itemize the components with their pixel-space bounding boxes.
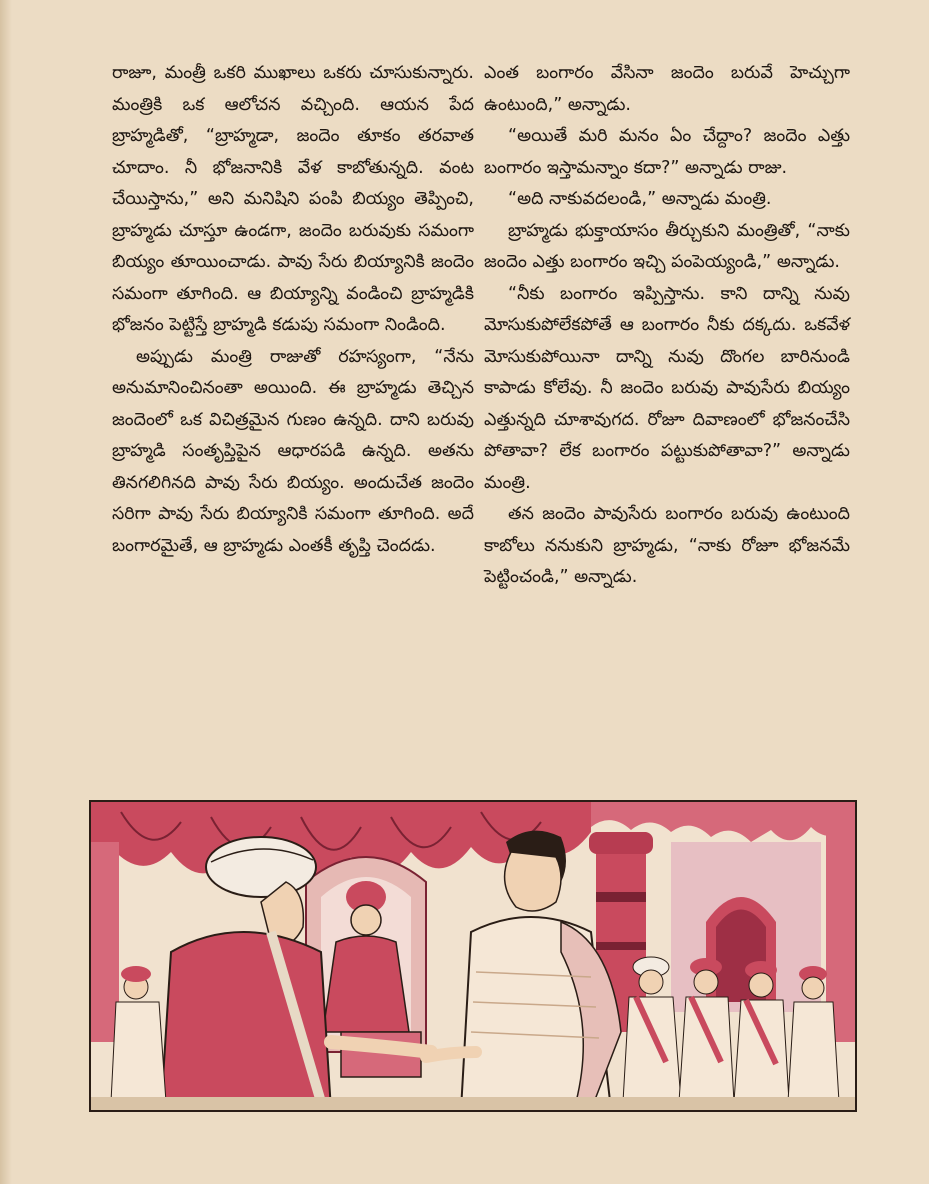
paragraph: రాజూ, మంత్రీ ఒకరి ముఖాలు ఒకరు చూసుకున్నారు. మంత్రికి ఒక ఆలోచన వచ్చింది. ఆయన పేద బ్రాహ్మడితో, “బ్రాహ్మడా, జందెం తూకం తరవాత చూదాం. నీ భోజనానికి వేళ కాబోతున్నది. వంట చేయిస్తాను,” అని మనిషిని పంపి బియ్యం తెప్పించి, బ్రాహ్మడు చూస్తూ ఉండగా, జందెం బరువుకు సమంగా బియ్యం తూయించాడు. పావు సేరు బియ్యానికి జందెం సమంగా తూగింది. ఆ బియ్యాన్ని వండించి బ్రాహ్మడికి భోజనం పెట్టిస్తే బ్రాహ్మడి కడుపు సమంగా నిండింది. [112,63,474,335]
story-illustration [89,800,857,1112]
paragraph: బ్రాహ్మడు భుక్తాయాసం తీర్చుకుని మంత్రితో, “నాకు జందెం ఎత్తు బంగారం ఇచ్చి పంపెయ్యండి,” అన్నాడు. [484,220,850,272]
text-column-right [484,58,850,594]
paragraph: “నీకు బంగారం ఇప్పిస్తాను. కాని దాన్ని నువు మోసుకుపోలేకపోతే ఆ బంగారం నీకు దక్కదు. ఒకవేళ మోసుకుపోయినా దాన్ని నువు దొంగల బారినుండి కాపాడు కోలేవు. నీ జందెం బరువు పావుసేరు బియ్యం ఎత్తున్నది చూశావుగద. రోజూ దివాణంలో భోజనంచేసి పోతావా? లేక బంగారం పట్టుకుపోతావా?” అన్నాడు మంత్రి. [484,283,850,493]
paragraph: “అది నాకువదలండి,” అన్నాడు మంత్రి. [508,189,772,209]
text-column-left [112,58,474,562]
archway [671,842,821,1012]
paragraph: ఎంత బంగారం వేసినా జందెం బరువే హెచ్చుగా ఉంటుంది,” అన్నాడు. [484,63,850,115]
paragraph: తన జందెం పావుసేరు బంగారం బరువు ఉంటుంది కాబోలు ననుకుని బ్రాహ్మడు, “నాకు రోజూ భోజనమే పెట్టించండి,” అన్నాడు. [484,504,850,587]
paragraph: అప్పుడు మంత్రి రాజుతో రహస్యంగా, “నేను అనుమానించినంతా అయింది. ఈ బ్రాహ్మడు తెచ్చిన జందెంలో ఒక విచిత్రమైన గుణం ఉన్నది. దాని బరువు బ్రాహ్మడి సంతృప్తిపైన ఆధారపడి ఉన్నది. అతను తినగలిగినది పావు సేరు బియ్యం. అందుచేత జందెం సరిగా పావు సేరు బియ్యానికి సమంగా తూగింది. అదే బంగారమైతే, ఆ బ్రాహ్మడు ఎంతకీ తృప్తి చెందడు. [112,346,474,556]
court-scene-drawing [91,802,855,1110]
paragraph: “అయితే మరి మనం ఏం చేద్దాం? జందెం ఎత్తు బంగారం ఇస్తామన్నాం కదా?” అన్నాడు రాజు. [484,126,850,178]
page-edge [0,0,12,1184]
